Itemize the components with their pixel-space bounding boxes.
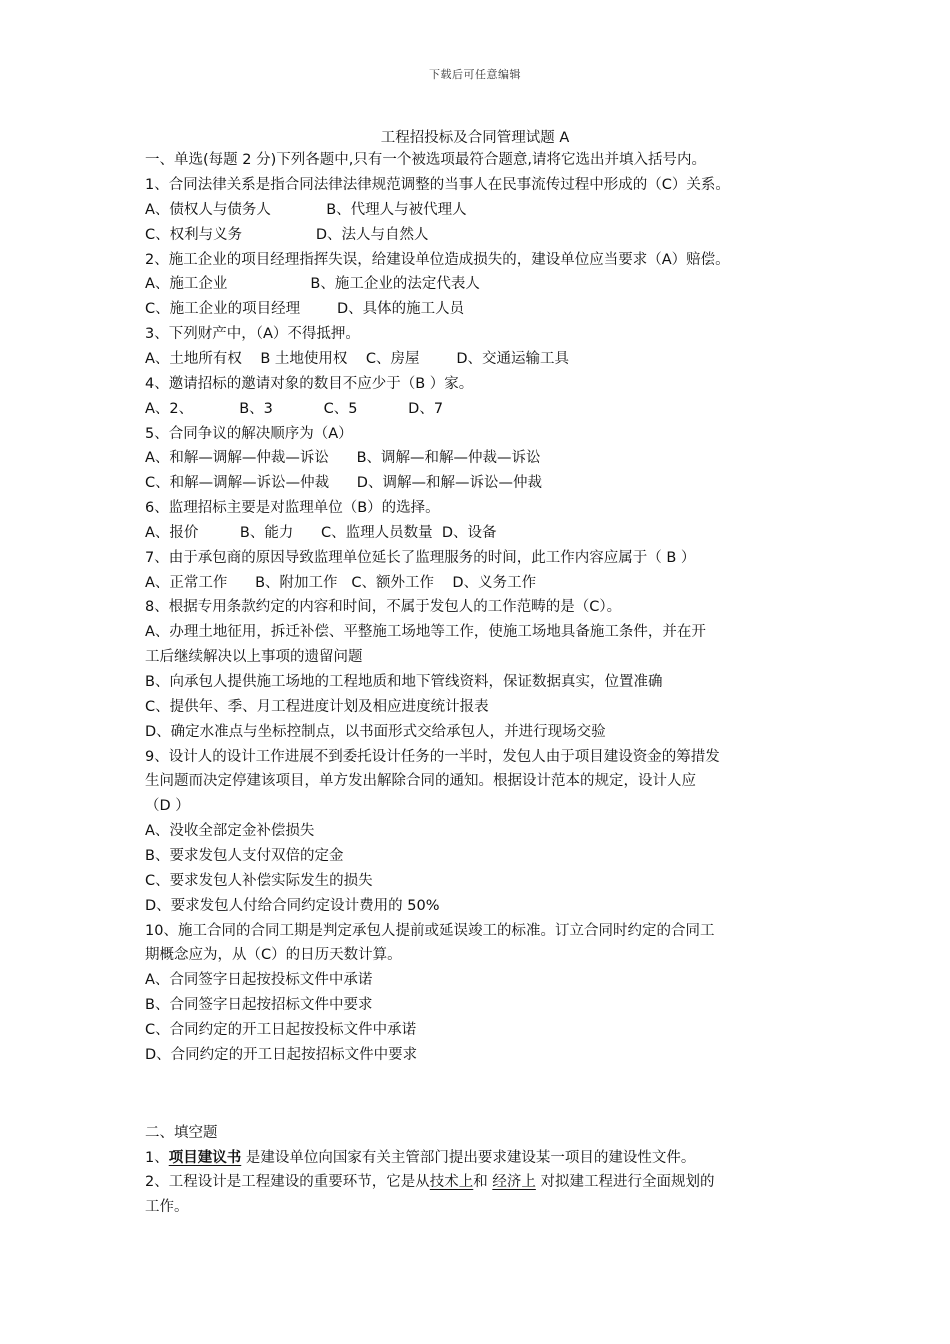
question-line: 5、合同争议的解决顺序为（A） <box>145 425 353 442</box>
question-line: B、向承包人提供施工场地的工程地质和地下管线资料，保证数据真实，位置准确 <box>145 674 663 690</box>
question-line: C、权利与义务 D、法人与自然人 <box>145 226 429 243</box>
document-title: 工程招投标及合同管理试题 A <box>380 130 570 146</box>
question-line: A、和解—调解—仲裁—诉讼 B、调解—和解—仲裁—诉讼 <box>145 450 541 467</box>
question-line: A、2、 B、3 C、5 D、7 <box>145 400 444 417</box>
question-line: 生问题而决定停建该项目，单方发出解除合同的通知。根据设计范本的规定，设计人应 <box>145 773 696 790</box>
question-line: 工后继续解决以上事项的遗留问题 <box>145 649 363 666</box>
question-line: A、报价 B、能力 C、监理人员数量 D、设备 <box>145 524 497 541</box>
question-line: C、和解—调解—诉讼—仲裁 D、调解—和解—诉讼—仲裁 <box>145 475 542 492</box>
q2-suffix: 对拟建工程进行全面规划的 <box>535 1174 715 1190</box>
fill-question-2-cont: 工作。 <box>145 1199 189 1215</box>
question-line: 3、下列财产中，（A）不得抵押。 <box>145 326 360 343</box>
question-line: A、债权人与债务人 B、代理人与被代理人 <box>145 201 467 218</box>
question-line: A、没收全部定金补偿损失 <box>145 823 315 840</box>
q1-answer-blank: 项目建议书 <box>168 1150 242 1166</box>
question-line: C、要求发包人补偿实际发生的损失 <box>145 872 373 889</box>
fill-question-1 <box>145 1146 815 1171</box>
question-line: A、施工企业 B、施工企业的法定代表人 <box>145 276 480 293</box>
q2-mid: 和 <box>473 1174 493 1190</box>
question-line: 期概念应为，从（C）的日历天数计算。 <box>145 947 402 964</box>
page-header: 下载后可任意编辑 <box>429 68 521 81</box>
question-line: B、合同签字日起按招标文件中要求 <box>145 997 373 1014</box>
fill-question-2 <box>145 1170 815 1195</box>
question-line: 9、设计人的设计工作进展不到委托设计任务的一半时，发包人由于项目建设资金的筹措发 <box>145 748 720 765</box>
q2-prefix: 2、工程设计是工程建设的重要环节，它是从 <box>145 1174 430 1190</box>
question-line: B、要求发包人支付双倍的定金 <box>145 847 344 864</box>
question-line: 4、邀请招标的邀请对象的数目不应少于（B ）家。 <box>145 375 474 392</box>
question-line: 1、合同法律关系是指合同法律法律规范调整的当事人在民事流传过程中形成的（C）关系。 <box>145 177 730 193</box>
question-line: 8、根据专用条款约定的内容和时间，不属于发包人的工作范畴的是（C）。 <box>145 599 622 616</box>
question-line: C、提供年、季、月工程进度计划及相应进度统计报表 <box>145 698 489 715</box>
question-line: D、要求发包人付给合同约定设计费用的 50% <box>145 897 440 914</box>
question-line: 6、监理招标主要是对监理单位（B）的选择。 <box>145 500 440 517</box>
section1-heading: 一、单选(每题 2 分)下列各题中,只有一个被选项最符合题意,请将它选出并填入括号内。 <box>145 152 706 168</box>
question-line: （D ） <box>145 798 190 815</box>
q1-prefix: 1、 <box>145 1150 169 1166</box>
question-line: 7、由于承包商的原因导致监理单位延长了监理服务的时间，此工作内容应属于（ B ） <box>145 549 696 566</box>
question-line: D、确定水准点与坐标控制点，以书面形式交给承包人，并进行现场交验 <box>145 723 606 740</box>
question-line: A、办理土地征用，拆迁补偿、平整施工场地等工作，使施工场地具备施工条件，并在开 <box>145 624 706 641</box>
question-line: A、正常工作 B、附加工作 C、额外工作 D、义务工作 <box>145 574 537 591</box>
q2-answer-blank-2: 经济上 <box>492 1174 536 1190</box>
question-line: A、合同签字日起按投标文件中承诺 <box>145 972 373 989</box>
question-line: 2、施工企业的项目经理指挥失误，给建设单位造成损失的，建设单位应当要求（A）赔偿。 <box>145 251 730 268</box>
section2-heading: 二、填空题 <box>145 1125 218 1141</box>
question-line: C、合同约定的开工日起按投标文件中承诺 <box>145 1021 417 1038</box>
question-line: 10、施工合同的合同工期是判定承包人提前或延误竣工的标准。订立合同时约定的合同工 <box>145 922 715 939</box>
q2-answer-blank-1: 技术上 <box>429 1174 474 1190</box>
q1-suffix: 是建设单位向国家有关主管部门提出要求建设某一项目的建设性文件。 <box>241 1150 696 1166</box>
question-line: D、合同约定的开工日起按招标文件中要求 <box>145 1046 418 1063</box>
question-line: A、土地所有权 B 土地使用权 C、房屋 D、交通运输工具 <box>145 350 570 367</box>
question-line: C、施工企业的项目经理 D、具体的施工人员 <box>145 301 465 318</box>
